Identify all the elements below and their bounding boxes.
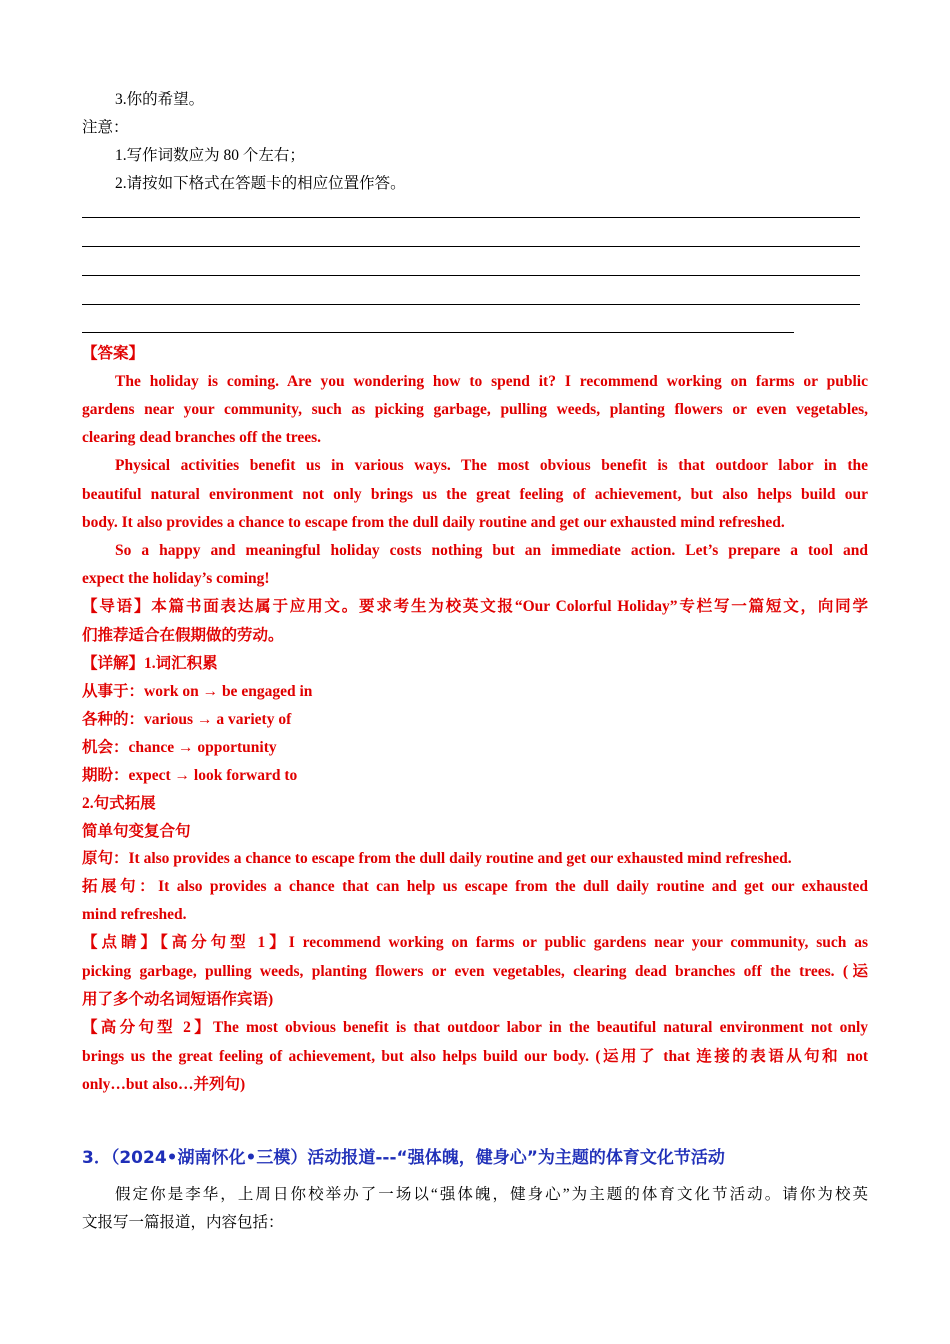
- guide-text: 们推荐适合在假期做的劳动。: [82, 627, 284, 644]
- highlight-sentence-1: 用了多个动名词短语作宾语): [82, 991, 274, 1008]
- note-label: 注意：: [82, 119, 129, 136]
- question-3-body: 假定你是李华，上周日你校举办了一场以“强体魄，健身心”为主题的体育文化节活动。请你为校英: [115, 1186, 868, 1203]
- answer-text: expect the holiday’s coming!: [82, 570, 270, 587]
- answer-label: 【答案】: [82, 345, 145, 362]
- answer-line: [82, 304, 860, 305]
- answer-line: [82, 217, 860, 218]
- highlight-sentence-2: brings us the great feeling of achievement, but also helps build our body. (运用了 that 连接的表语从句和 not: [82, 1048, 868, 1065]
- answer-line: [82, 275, 860, 276]
- answer-text: The holiday is coming. Are you wondering how to spend it? I recommend working on farms or public: [115, 373, 868, 390]
- detail-heading: 【详解】1.词汇积累: [82, 655, 218, 672]
- note-item-1: 1.写作词数应为 80 个左右；: [115, 147, 305, 164]
- answer-text: beautiful natural environment not only brings us the great feeling of achievement, but also helps build our: [82, 486, 868, 503]
- instruction-point-3: 3.你的希望。: [115, 91, 205, 108]
- vocab-item: 从事于：work on → be engaged in: [82, 683, 313, 700]
- extended-sentence: mind refreshed.: [82, 906, 187, 923]
- answer-text: gardens near your community, such as picking garbage, pulling weeds, planting flowers or even vegetables,: [82, 401, 868, 418]
- vocab-item: 机会：chance → opportunity: [82, 739, 277, 756]
- sentence-section-title: 2.句式拓展: [82, 795, 156, 812]
- note-item-2: 2.请按如下格式在答题卡的相应位置作答。: [115, 175, 406, 192]
- extended-sentence: 拓展句：It also provides a chance that can help us escape from the dull daily routine and get our exhausted: [82, 878, 868, 895]
- question-3-heading: 3．（2024•湖南怀化•三模）活动报道---“强体魄，健身心”为主题的体育文化节活动: [82, 1148, 725, 1168]
- answer-line: [82, 246, 860, 247]
- question-3-body: 文报写一篇报道，内容包括：: [82, 1214, 284, 1231]
- answer-text: body. It also provides a chance to escape from the dull daily routine and get our exhausted mind refreshed.: [82, 514, 785, 531]
- guide-text: 【导语】本篇书面表达属于应用文。要求考生为校英文报“Our Colorful Holiday”专栏写一篇短文，向同学: [82, 598, 868, 615]
- answer-line: [82, 332, 794, 333]
- vocab-item: 期盼：expect → look forward to: [82, 767, 298, 784]
- answer-text: So a happy and meaningful holiday costs nothing but an immediate action. Let’s prepare a tool and: [115, 542, 868, 559]
- original-sentence: 原句：It also provides a chance to escape from the dull daily routine and get our exhausted mind refreshed.: [82, 850, 792, 867]
- highlight-sentence-2: 【高分句型 2】The most obvious benefit is that outdoor labor in the beautiful natural environment not only: [82, 1019, 868, 1036]
- highlight-sentence-2: only…but also…并列句): [82, 1076, 246, 1093]
- vocab-item: 各种的：various → a variety of: [82, 711, 292, 728]
- highlight-sentence-1: picking garbage, pulling weeds, planting flowers or even vegetables, clearing dead branches off the trees. (运: [82, 963, 868, 980]
- answer-text: Physical activities benefit us in various ways. The most obvious benefit is that outdoor labor in the: [115, 457, 868, 474]
- highlight-sentence-1: 【点睛】【高分句型 1】I recommend working on farms or public gardens near your community, such as: [82, 934, 868, 951]
- sentence-section-subtitle: 简单句变复合句: [82, 823, 191, 840]
- answer-text: clearing dead branches off the trees.: [82, 429, 322, 446]
